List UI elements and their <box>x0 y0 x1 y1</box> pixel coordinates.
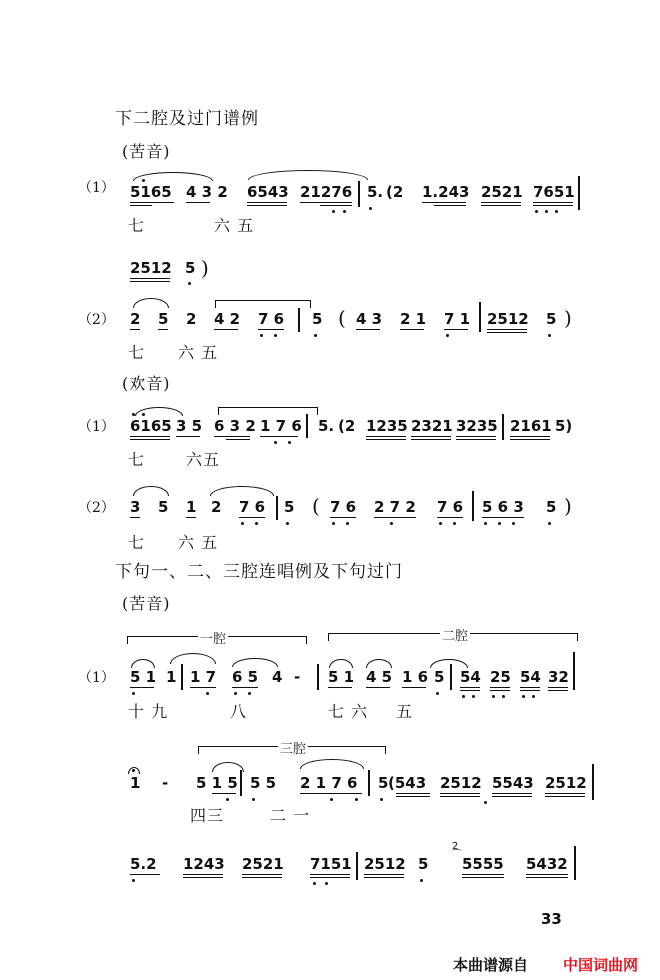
low-dot <box>188 282 191 285</box>
note-group: 25 <box>490 668 511 686</box>
note-group: 2512 <box>364 855 406 873</box>
lyric: 二 一 <box>270 806 311 825</box>
note: 5 <box>312 310 323 328</box>
low-dot <box>512 522 515 525</box>
slur <box>366 659 392 668</box>
note-group: 5) <box>555 417 573 435</box>
beam <box>548 690 568 691</box>
note-group: 5 1 5 <box>196 774 238 792</box>
note: 1 <box>186 498 197 516</box>
lyric: 六 五 <box>178 533 219 552</box>
example-number: （1） <box>78 670 115 686</box>
note: 4 <box>272 668 283 686</box>
beam <box>214 436 250 437</box>
note-group: 4 3 <box>356 310 383 328</box>
beam <box>440 796 480 797</box>
barline <box>578 176 580 210</box>
low-dot <box>439 522 442 525</box>
note-group: 54 <box>460 668 481 686</box>
low-dot <box>325 882 328 885</box>
beam <box>526 874 568 875</box>
lyric: 七 <box>128 450 146 469</box>
low-dot <box>498 522 501 525</box>
beam <box>260 436 298 437</box>
note-group: 3 5 <box>176 417 203 435</box>
beam <box>130 436 170 437</box>
beam <box>487 332 527 333</box>
beam <box>456 436 496 437</box>
low-dot <box>390 522 393 525</box>
open-paren: ( <box>312 494 321 518</box>
beam <box>183 877 223 878</box>
section-title: 下二腔及过门谱例 <box>115 109 259 129</box>
lyric: 六 五 <box>178 343 219 362</box>
section-title: 下句一、二、三腔连唱例及下句过门 <box>115 562 403 582</box>
note-group: 1235 <box>366 417 408 435</box>
beam <box>510 439 550 440</box>
barline <box>356 852 358 880</box>
note-group: 2521 <box>242 855 284 873</box>
slur <box>131 659 155 668</box>
beam <box>520 690 540 691</box>
low-dot <box>532 695 535 698</box>
slur <box>133 172 213 181</box>
note-group: 2512 <box>487 310 529 328</box>
low-dot <box>274 334 277 337</box>
beam <box>130 278 170 279</box>
note-group: (2 <box>386 183 404 201</box>
bracket-label: 一腔 <box>198 628 228 647</box>
beam <box>310 877 350 878</box>
beam <box>226 439 250 440</box>
note: 5 <box>158 310 169 328</box>
beam <box>364 874 404 875</box>
low-dot <box>380 798 383 801</box>
low-dot <box>286 522 289 525</box>
beam <box>490 690 510 691</box>
note: 5 <box>434 668 445 686</box>
beam <box>242 874 282 875</box>
note-group: 1243 <box>183 855 225 873</box>
note-group: 5 1 <box>130 668 157 686</box>
beam <box>330 517 356 518</box>
beam <box>310 874 350 875</box>
note-group: (543 <box>388 774 427 792</box>
beam <box>462 874 504 875</box>
low-dot <box>548 522 551 525</box>
note-group: 2321 <box>411 417 453 435</box>
note: 5 <box>158 498 169 516</box>
note-group: 5 5 <box>250 774 277 792</box>
beam <box>422 202 466 203</box>
barline <box>502 414 504 440</box>
note-group: 7 6 <box>330 498 357 516</box>
note-group: 54 <box>520 668 541 686</box>
barline <box>592 764 594 800</box>
lyric: 五 <box>396 702 414 721</box>
note-group: 2521 <box>481 183 523 201</box>
note-group: 2161 <box>510 417 552 435</box>
beam <box>130 439 170 440</box>
beam <box>158 329 168 330</box>
beam <box>402 687 426 688</box>
beam <box>510 436 550 437</box>
lyric: 六 五 <box>214 216 255 235</box>
note: 2 <box>186 310 197 328</box>
note-group: 2 1 <box>400 310 427 328</box>
barline <box>574 846 576 880</box>
beam <box>190 687 216 688</box>
note: 1 <box>166 668 177 686</box>
beam <box>492 793 532 794</box>
example-number: （2） <box>78 500 115 516</box>
beam <box>130 329 140 330</box>
barline <box>479 302 481 332</box>
beam <box>411 436 451 437</box>
beam <box>492 796 532 797</box>
low-dot <box>343 210 346 213</box>
phrase-bracket <box>218 407 318 408</box>
beam <box>130 202 174 203</box>
mode-label: (苦音) <box>122 142 171 161</box>
beam <box>186 202 210 203</box>
low-dot <box>226 798 229 801</box>
beam <box>487 329 527 330</box>
note-group: 7 6 <box>437 498 464 516</box>
note-group: 5.2 <box>130 855 157 873</box>
note: 3 <box>130 498 141 516</box>
beam <box>533 205 573 206</box>
note-group: 2512 <box>130 259 172 277</box>
note-group: 7151 <box>310 855 352 873</box>
beam <box>548 687 568 688</box>
beam <box>242 877 282 878</box>
note: 1 <box>130 774 141 792</box>
low-dot <box>446 334 449 337</box>
slur <box>248 170 368 180</box>
note-group: 7651 <box>533 183 575 201</box>
lyric: 四三 <box>190 806 225 825</box>
note-group: 5555 <box>462 855 504 873</box>
note: 2 <box>211 498 222 516</box>
beam <box>366 687 390 688</box>
low-dot <box>535 210 538 213</box>
low-dot <box>332 210 335 213</box>
low-dot <box>492 695 495 698</box>
beam <box>186 517 196 518</box>
low-dot <box>288 441 291 444</box>
beam <box>520 687 540 688</box>
beam <box>328 687 352 688</box>
beam <box>183 874 223 875</box>
low-dot <box>555 210 558 213</box>
note-group: 2 1 7 6 <box>300 774 358 792</box>
high-dot <box>132 413 135 416</box>
beam <box>374 517 416 518</box>
low-dot <box>132 879 135 882</box>
note-group: 3235 <box>456 417 498 435</box>
example-number: （1） <box>78 419 115 435</box>
beam <box>239 517 265 518</box>
note-group: 5 <box>185 259 196 277</box>
note-group: 5 6 3 <box>482 498 524 516</box>
beam <box>214 329 238 330</box>
note-group: 5543 <box>492 774 534 792</box>
barline <box>368 770 370 796</box>
note: - <box>294 668 301 686</box>
barline <box>358 181 360 207</box>
watermark-site-name: 中国词曲网 <box>563 956 639 974</box>
beam <box>460 687 480 688</box>
beam <box>300 202 352 203</box>
note-group: 2512 <box>440 774 482 792</box>
low-dot <box>330 798 333 801</box>
beam <box>545 796 585 797</box>
slur <box>133 298 169 308</box>
lyric: 七 <box>128 216 146 235</box>
low-dot <box>346 522 349 525</box>
barline <box>450 664 452 690</box>
note-group: 2 7 2 <box>374 498 416 516</box>
low-dot <box>453 522 456 525</box>
low-dot <box>545 210 548 213</box>
beam <box>460 690 480 691</box>
note-group: 7 6 <box>239 498 266 516</box>
beam <box>434 205 466 206</box>
beam <box>130 281 170 282</box>
note-group: 6165 <box>130 417 172 435</box>
beam <box>130 874 160 875</box>
beam <box>545 793 585 794</box>
note: 5 <box>418 855 429 873</box>
high-dot <box>142 413 145 416</box>
barline <box>298 308 300 332</box>
note-group: 4 5 <box>366 668 393 686</box>
note-group: 5 <box>378 774 389 792</box>
note-group: 4 3 2 <box>186 183 228 201</box>
note-group: 1.243 <box>422 183 470 201</box>
low-dot <box>436 692 439 695</box>
page-number: 33 <box>541 910 562 928</box>
note-group: 1 7 6 <box>260 417 302 435</box>
close-paren: ) <box>564 494 573 518</box>
barline <box>181 664 183 690</box>
grace-note: 2 ⌒ <box>452 841 462 861</box>
mode-label: (苦音) <box>122 594 171 613</box>
barline <box>317 664 319 690</box>
note-group: 5165 <box>130 183 172 201</box>
note-group: 21276 <box>300 183 353 201</box>
low-dot <box>484 801 487 804</box>
beam <box>366 436 406 437</box>
low-dot <box>548 334 551 337</box>
barline <box>573 652 575 690</box>
note-group: 5. <box>318 417 335 435</box>
barline <box>306 414 308 438</box>
lyric: 七 <box>128 343 146 362</box>
close-paren: ) <box>201 256 210 280</box>
low-dot <box>332 522 335 525</box>
low-dot <box>462 695 465 698</box>
beam <box>526 877 568 878</box>
low-dot <box>369 207 372 210</box>
note-group: (2 <box>338 417 356 435</box>
note-group: 1 7 <box>190 668 217 686</box>
barline <box>472 491 474 521</box>
low-dot <box>252 798 255 801</box>
beam <box>130 517 140 518</box>
note-group: 7 6 <box>258 310 285 328</box>
slur <box>210 486 274 496</box>
note-group: 5 1 <box>328 668 355 686</box>
beam <box>481 202 521 203</box>
low-dot <box>522 695 525 698</box>
bracket-label: 三腔 <box>278 738 308 757</box>
note-group: 1 6 <box>402 668 429 686</box>
beam <box>400 329 424 330</box>
note-group: 6543 <box>247 183 289 201</box>
low-dot <box>420 879 423 882</box>
note: - <box>162 774 169 792</box>
beam <box>533 202 573 203</box>
lyric: 七 <box>128 533 146 552</box>
bracket-label: 二腔 <box>440 625 470 644</box>
example-number: （2） <box>78 312 115 328</box>
note: 5 <box>284 498 295 516</box>
beam <box>490 687 510 688</box>
beam <box>411 439 451 440</box>
slur <box>329 659 353 668</box>
barline <box>240 770 242 796</box>
beam <box>176 436 200 437</box>
slur <box>430 659 468 668</box>
open-paren: ( <box>338 306 347 330</box>
beam <box>300 793 362 794</box>
slur <box>170 653 216 664</box>
lyric: 十 九 <box>128 702 169 721</box>
low-dot <box>206 692 209 695</box>
beam <box>247 202 287 203</box>
beam <box>130 205 152 206</box>
beam <box>258 329 284 330</box>
note-group: 4 2 <box>214 310 241 328</box>
lyric: 六五 <box>186 450 221 469</box>
beam <box>232 687 258 688</box>
lyric: 八 <box>230 702 248 721</box>
slur <box>133 486 169 496</box>
low-dot <box>260 334 263 337</box>
lyric: 七 六 <box>328 702 369 721</box>
note-group: 7 1 <box>444 310 471 328</box>
beam <box>130 687 154 688</box>
beam <box>437 517 463 518</box>
beam <box>364 877 404 878</box>
low-dot <box>241 522 244 525</box>
beam <box>456 439 496 440</box>
note: 5 <box>546 310 557 328</box>
note-group: 6 3 2 <box>214 417 256 435</box>
low-dot <box>234 692 237 695</box>
low-dot <box>274 441 277 444</box>
beam <box>462 877 504 878</box>
slur <box>232 658 278 667</box>
low-dot <box>255 522 258 525</box>
beam <box>320 205 352 206</box>
low-dot <box>313 882 316 885</box>
note-group: 2512 <box>545 774 587 792</box>
high-dot <box>132 769 135 772</box>
watermark-source-text: 本曲谱源自 <box>453 956 529 974</box>
note: 2 <box>130 310 141 328</box>
beam <box>482 517 524 518</box>
beam <box>356 329 380 330</box>
note: 5 <box>546 498 557 516</box>
note-group: 32 <box>548 668 569 686</box>
note-group: 6 5 <box>232 668 259 686</box>
close-paren: ) <box>564 306 573 330</box>
barline <box>276 496 278 520</box>
beam <box>247 205 287 206</box>
beam <box>212 793 236 794</box>
low-dot <box>314 334 317 337</box>
low-dot <box>484 522 487 525</box>
high-dot <box>142 179 145 182</box>
slur <box>300 759 364 769</box>
beam <box>366 439 406 440</box>
example-number: （1） <box>78 180 115 196</box>
beam <box>440 793 480 794</box>
beam <box>444 329 468 330</box>
note-group: 5432 <box>526 855 568 873</box>
phrase-bracket <box>215 300 311 301</box>
note-group: 5. <box>367 183 384 201</box>
low-dot <box>355 798 358 801</box>
low-dot <box>132 692 135 695</box>
low-dot <box>248 692 251 695</box>
beam <box>481 205 521 206</box>
low-dot <box>472 695 475 698</box>
mode-label: (欢音) <box>122 374 171 393</box>
beam <box>396 793 430 794</box>
low-dot <box>502 695 505 698</box>
beam <box>396 796 430 797</box>
